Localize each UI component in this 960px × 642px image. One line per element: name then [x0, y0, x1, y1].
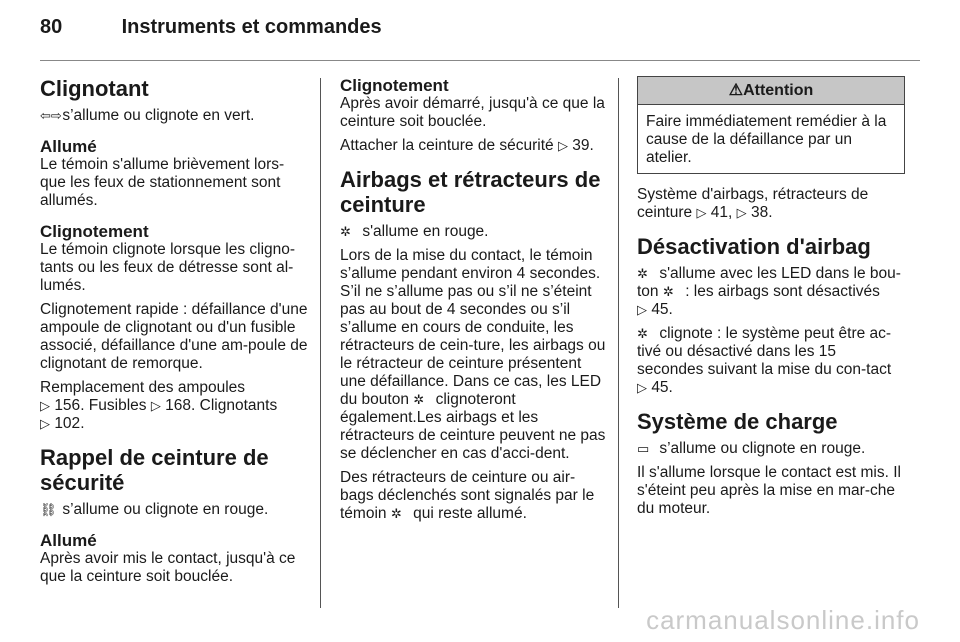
airbag-off-icon: ✲ [637, 326, 648, 341]
airbag-paragraph: ✲ s'allume en rouge. [340, 223, 489, 240]
systeme-paragraph: Système d'airbags, rétracteurs de ceinture ▷ 41, ▷ 38. [637, 186, 869, 221]
airbag-off-icon: ✲ [413, 392, 425, 407]
battery-icon: ▭ [637, 441, 650, 456]
airbag-off-icon: ✲ [662, 284, 674, 299]
watermark: carmanualsonline.info [646, 605, 920, 635]
charge-paragraph: ▭ s’allume ou clignote en rouge. [637, 440, 866, 457]
column-1 [40, 76, 308, 592]
page-ref-39[interactable]: 39. [572, 137, 594, 154]
warning-box [637, 76, 905, 174]
page-ref-arrow-icon: ▷ [40, 398, 50, 413]
airbag-icon: ✲ [340, 224, 351, 239]
page-ref-41[interactable]: 41, [710, 204, 733, 221]
column-divider-2 [618, 78, 619, 608]
rappel-paragraph: ⛓ s’allume ou clignote en rouge. [40, 501, 269, 518]
heading-clignotement: Clignotement [40, 222, 149, 241]
page-ref-arrow-icon: ▷ [637, 302, 647, 317]
column-3 [637, 76, 905, 524]
deact-blink-paragraph: ✲ clignote : le système peut être ac-tivé ou désactivé dans les 15 secondes suivant la mise du con-tact ▷ 45. [637, 325, 892, 396]
allume2-paragraph: Après avoir mis le contact, jusqu'à ce que la ceinture soit bouclée. [40, 550, 296, 585]
page-ref-45[interactable]: 45. [651, 301, 673, 318]
clignotement-paragraph: Le témoin clignote lorsque les cligno-tants ou les feux de détresse sont al-lumés. [40, 241, 296, 294]
page-ref-156[interactable]: 156 [54, 397, 81, 414]
heading-desactivation: Désactivation d'airbag [637, 234, 871, 259]
heading-allume: Allumé [40, 137, 97, 156]
heading-airbags: Airbags et rétracteurs de ceinture [340, 167, 601, 217]
page-ref-arrow-icon: ▷ [40, 416, 50, 431]
page-ref-45-b[interactable]: 45. [651, 379, 673, 396]
page-ref-arrow-icon: ▷ [150, 398, 161, 413]
airbag-detail-paragraph: Lors de la mise du contact, le témoin s’allume pendant environ 4 secondes. S’il ne s’allume pas ou s’il ne s’éteint pas au bout de 4 secondes ou s’il s’allume en cours de conduite, les rétracteurs de cein-ture, les airbags ou le rétracteur de ceinture présentent une défaillance. Dans ce cas, les LED du bouton ✲ clignoteront également.Les airbags et les rétracteurs de ceinture peuvent ne pas se déclencher en cas d'acci-dent. [340, 247, 606, 462]
heading-clignotant: Clignotant [40, 76, 149, 101]
page-ref-arrow-icon: ▷ [637, 380, 647, 395]
warning-header: ⚠Attention [638, 77, 904, 105]
allume-paragraph: Le témoin s'allume brièvement lors-que les feux de stationnement sont allumés. [40, 156, 285, 209]
airbag-icon: ✲ [390, 506, 402, 521]
warning-icon: ⚠ [728, 82, 744, 99]
page-ref-102[interactable]: 102 [54, 415, 81, 432]
heading-rappel: Rappel de ceinture de sécurité [40, 445, 269, 495]
rapide-paragraph: Clignotement rapide : défaillance d'une ampoule de clignotant ou d'un fusible associé, défaillance d'une am-poule de clignotant de remorque. [40, 301, 308, 372]
page-header [40, 16, 382, 39]
page-ref-168[interactable]: 168 [165, 397, 192, 414]
page-ref-arrow-icon: ▷ [736, 205, 747, 220]
page-title: Instruments et commandes [121, 16, 382, 38]
deact-paragraph: ✲ s'allume avec les LED dans le bou-ton ✲ : les airbags sont désactivés ▷ 45. [637, 265, 901, 318]
heading-allume-2: Allumé [40, 531, 97, 550]
column-divider-1 [320, 78, 321, 608]
page-ref-arrow-icon: ▷ [557, 138, 568, 153]
clignotement2-paragraph: Après avoir démarré, jusqu'à ce que la ceinture soit bouclée. [340, 95, 605, 130]
header-rule [40, 60, 920, 61]
airbag-off-icon: ✲ [637, 266, 648, 281]
column-2 [340, 76, 608, 529]
page-ref-38[interactable]: 38. [750, 204, 773, 221]
remplacement-paragraph: Remplacement des ampoules ▷ 156. Fusibles ▷ 168. Clignotants ▷ 102. [40, 379, 278, 432]
warning-text: Faire immédiatement remédier à la cause de la défaillance par un atelier. [646, 113, 887, 166]
heading-clignotement-2: Clignotement [340, 76, 449, 95]
page-number: 80 [40, 16, 63, 38]
airbag-deployed-paragraph: Des rétracteurs de ceinture ou air-bags déclenchés sont signalés par le témoin ✲ qui reste allumé. [340, 469, 595, 522]
clignotant-paragraph: ⇦⇨ s’allume ou clignote en vert. [40, 107, 255, 124]
attacher-paragraph: Attacher la ceinture de sécurité ▷ 39. [340, 137, 594, 154]
page-ref-arrow-icon: ▷ [696, 205, 707, 220]
seatbelt-icon: ⛓ [40, 502, 57, 517]
turn-signal-icon: ⇦⇨ [40, 108, 62, 123]
heading-charge: Système de charge [637, 409, 838, 434]
charge-detail-paragraph: Il s'allume lorsque le contact est mis. Il s'éteint peu après la mise en mar-che du moteur. [637, 464, 901, 517]
